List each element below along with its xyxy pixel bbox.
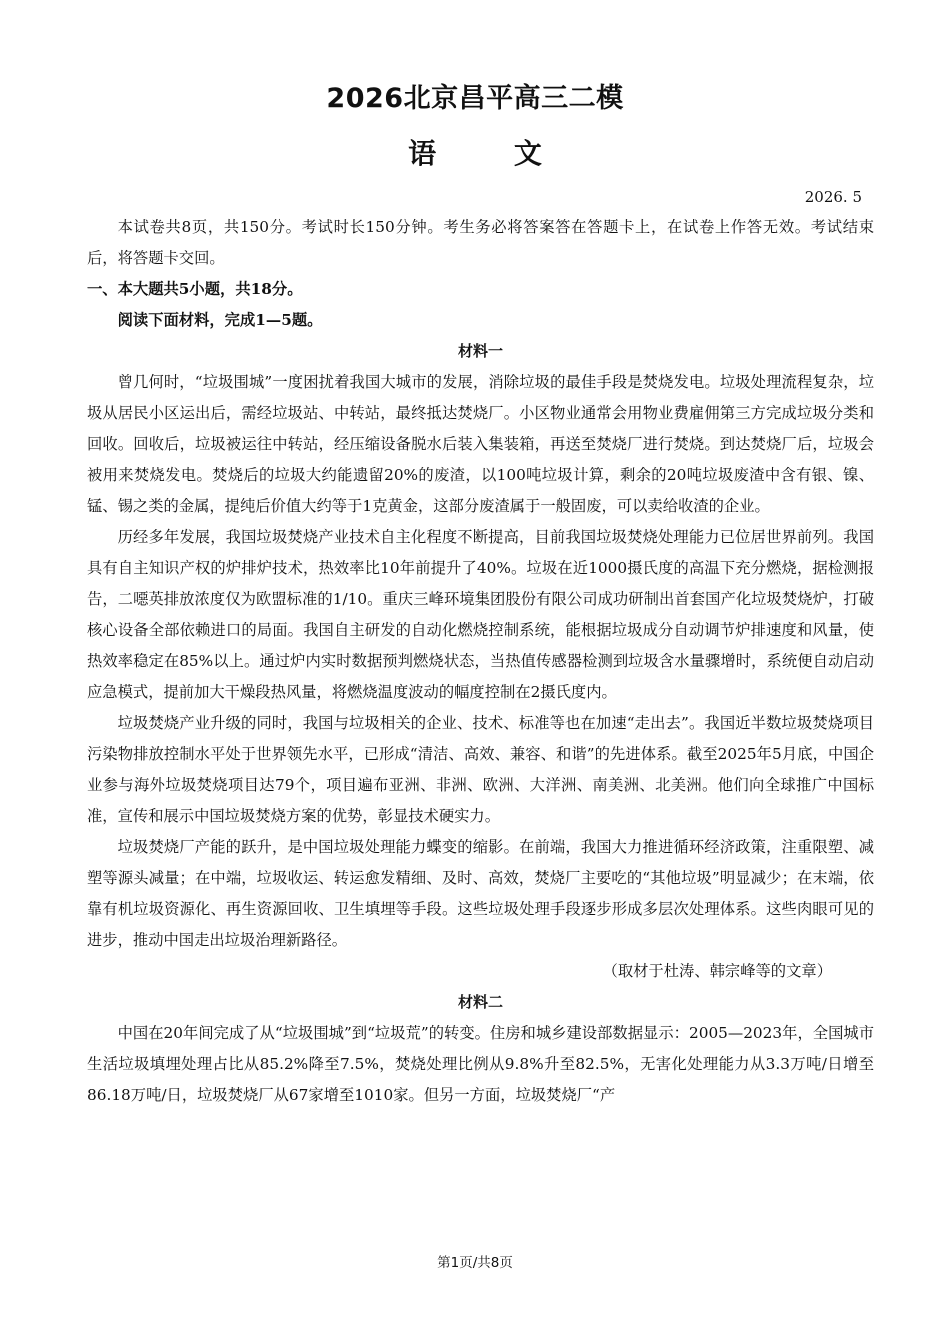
page-footer: 第1页/共8页 bbox=[437, 1255, 513, 1271]
section-heading: 一、本大题共5小题，共18分。 bbox=[87, 280, 303, 298]
subject-title: 语 文 bbox=[408, 137, 576, 170]
material-1-label: 材料一 bbox=[457, 342, 503, 360]
material-1-paragraph: 曾几何时，“垃圾围城”一度困扰着我国大城市的发展，消除垃圾的最佳手段是焚烧发电。垃圾处理流程复杂，垃圾从居民小区运出后，需经垃圾站、中转站，最终抵达焚烧厂。小区物业通常会用物业费雇佣第三方完成垃圾分类和回收。回收后，垃圾被运往中转站，经压缩设备脱水后装入集装箱，再送至焚烧厂进行焚烧。到达焚烧厂后，垃圾会被用来焚烧发电。焚烧后的垃圾大约能遗留20%的废渣，以100吨垃圾计算，剩余的20吨垃圾废渣中含有银、镍、锰、锡之类的金属，提纯后价值大约等于1克黄金，这部分废渣属于一般固废，可以卖给收渣的企业。 bbox=[87, 373, 874, 515]
material-1-paragraph: 垃圾焚烧产业升级的同时，我国与垃圾相关的企业、技术、标准等也在加速“走出去”。我国近半数垃圾焚烧项目污染物排放控制水平处于世界领先水平，已形成“清洁、高效、兼容、和谐”的先进体系。截至2025年5月底，中国企业参与海外垃圾焚烧项目达79个，项目遍布亚洲、非洲、欧洲、大洋洲、南美洲、北美洲。他们向全球推广中国标准，宣传和展示中国垃圾焚烧方案的优势，彰显技术硬实力。 bbox=[87, 714, 874, 825]
document-body bbox=[87, 212, 874, 1111]
material-2-paragraph: 中国在20年间完成了从“垃圾围城”到“垃圾荒”的转变。住房和城乡建设部数据显示：2005—2023年，全国城市生活垃圾填埋处理占比从85.2%降至7.5%，焚烧处理比例从9.8%升至82.5%，无害化处理能力从3.3万吨/日增至86.18万吨/日，垃圾焚烧厂从67家增至1010家。但另一方面，垃圾焚烧厂“产 bbox=[87, 1024, 874, 1104]
material-1-paragraph: 垃圾焚烧厂产能的跃升，是中国垃圾处理能力蝶变的缩影。在前端，我国大力推进循环经济政策，注重限塑、减塑等源头减量；在中端，垃圾收运、转运愈发精细、及时、高效，焚烧厂主要吃的“其他垃圾”明显减少；在末端，依靠有机垃圾资源化、再生资源回收、卫生填埋等手段。这些垃圾处理手段逐步形成多层次处理体系。这些肉眼可见的进步，推动中国走出垃圾治理新路径。 bbox=[87, 838, 874, 949]
exam-instructions: 本试卷共8页，共150分。考试时长150分钟。考生务必将答案答在答题卡上，在试卷上作答无效。考试结束后，将答题卡交回。 bbox=[87, 218, 874, 267]
material-1-source: （取材于杜涛、韩宗峰等的文章） bbox=[602, 962, 832, 980]
exam-date: 2026. 5 bbox=[804, 188, 862, 206]
material-2-label: 材料二 bbox=[457, 993, 503, 1011]
reading-instruction: 阅读下面材料，完成1—5题。 bbox=[117, 311, 323, 329]
exam-title: 2026北京昌平高三二模 bbox=[326, 83, 624, 114]
material-1-paragraph: 历经多年发展，我国垃圾焚烧产业技术自主化程度不断提高，目前我国垃圾焚烧处理能力已位居世界前列。我国具有自主知识产权的炉排炉技术，热效率比10年前提升了40%。垃圾在近1000摄氏度的高温下充分燃烧，据检测报告，二噁英排放浓度仅为欧盟标准的1/10。重庆三峰环境集团股份有限公司成功研制出首套国产化垃圾焚烧炉，打破核心设备全部依赖进口的局面。我国自主研发的自动化燃烧控制系统，能根据垃圾成分自动调节炉排速度和风量，使热效率稳定在85%以上。通过炉内实时数据预判燃烧状态，当热值传感器检测到垃圾含水量骤增时，系统便自动启动应急模式，提前加大干燥段热风量，将燃烧温度波动的幅度控制在2摄氏度内。 bbox=[87, 528, 874, 701]
